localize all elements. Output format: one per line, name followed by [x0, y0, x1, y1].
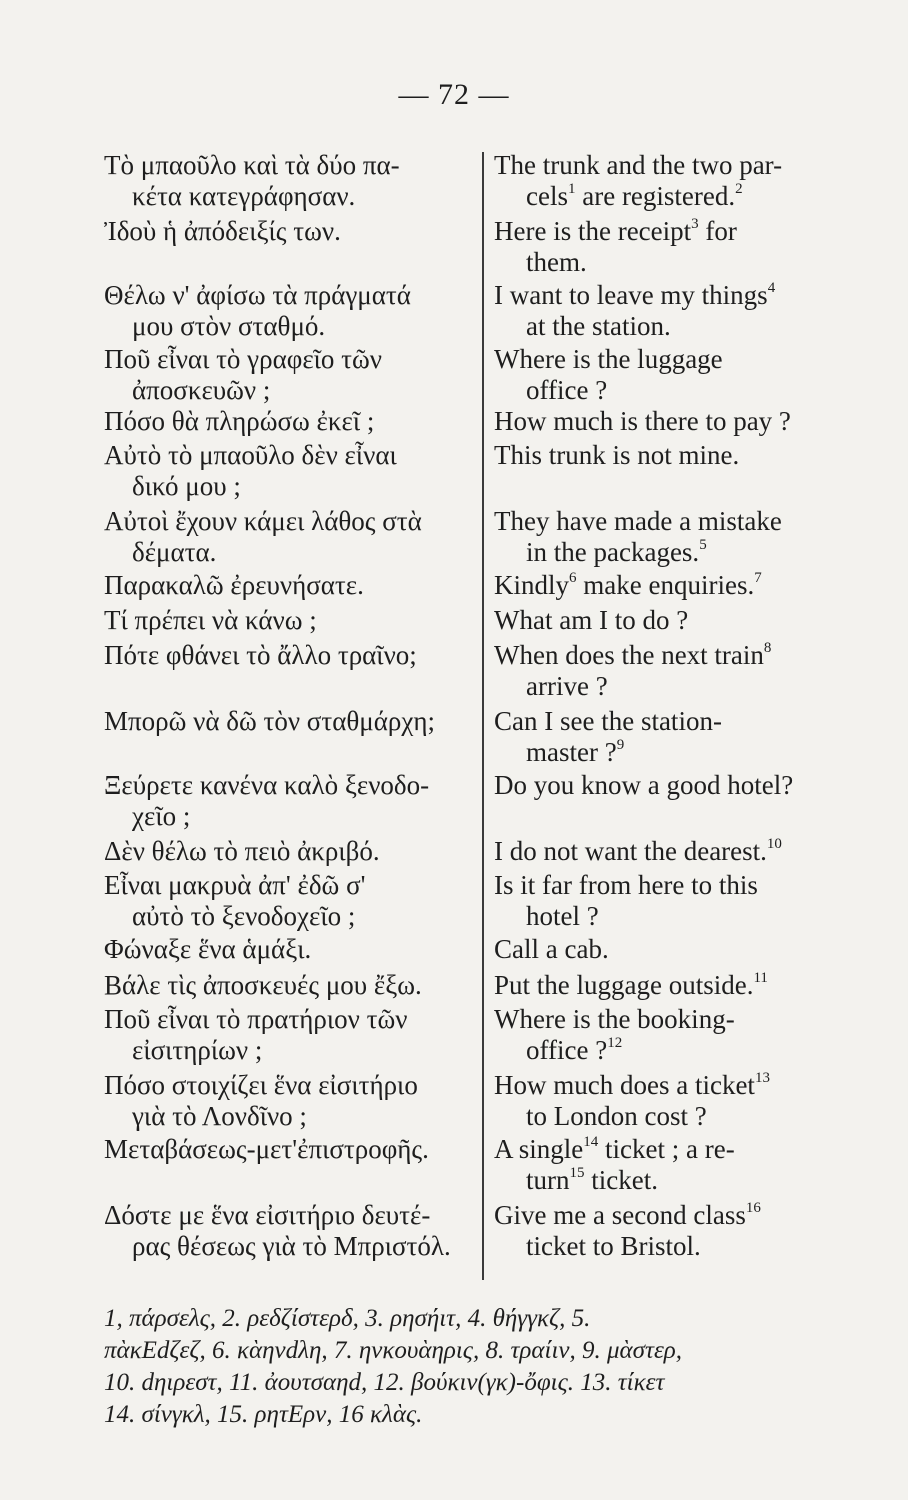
footnote-line: 10. dηιρεστ, 11. ἀουτσαηd, 12. βούκιν(γκ)-ὄφις. 13. τίκετ: [104, 1369, 665, 1396]
greek-line: δικό μου ;: [132, 471, 241, 501]
english-phrase: [494, 506, 814, 568]
english-text: arrive ?: [526, 671, 608, 701]
greek-phrase: [104, 970, 464, 1001]
english-phrase: [494, 1070, 814, 1132]
english-text: Where is the luggage: [494, 344, 723, 374]
english-line: [494, 344, 814, 375]
footnote-line: 1, πάρσελς, 2. ρεδζίστερδ, 3. ρησήιτ, 4. θήγγκζ, 5.: [104, 1305, 591, 1332]
english-phrase: [494, 836, 814, 867]
english-text: Is it far from here to this: [494, 870, 758, 900]
greek-line: Εἶναι μακρυὰ ἀπ' ἐδῶ σ': [104, 870, 366, 900]
english-line: [494, 1134, 814, 1165]
footnote-marker: 7: [754, 570, 762, 586]
english-phrase: [494, 934, 814, 965]
footnote-marker: 4: [767, 280, 776, 296]
english-text: hotel ?: [526, 901, 599, 931]
greek-line: Δὲν θέλω τὸ πειὸ ἀκριβό.: [104, 836, 380, 866]
greek-phrase: [104, 506, 464, 568]
greek-line: Ποῦ εἶναι τὸ γραφεῖο τῶν: [104, 344, 383, 374]
english-text: them.: [526, 247, 587, 277]
english-line: [494, 1200, 814, 1231]
english-phrase: [494, 770, 814, 801]
greek-phrase: [104, 934, 464, 965]
column-divider: [482, 152, 484, 1280]
greek-line: μου στὸν σταθμό.: [132, 311, 326, 341]
greek-line: Τί πρέπει νὰ κάνω ;: [104, 605, 317, 635]
greek-phrase: [104, 706, 464, 737]
english-line: [494, 311, 814, 342]
greek-phrase: [104, 150, 464, 212]
greek-line: Πόσο στοιχίζει ἕνα εἰσιτήριο: [104, 1070, 418, 1100]
english-phrase: [494, 344, 814, 406]
english-text: ticket to Bristol.: [526, 1231, 701, 1261]
english-text: How much does a ticket: [494, 1070, 755, 1100]
english-phrase: [494, 1200, 814, 1262]
greek-phrase: [104, 870, 464, 932]
footnote-marker: 14: [583, 1134, 599, 1150]
english-phrase: [494, 970, 814, 1001]
greek-phrase: [104, 1070, 464, 1132]
greek-phrase: [104, 836, 464, 867]
greek-line: Αὐτοὶ ἔχουν κάμει λάθος στὰ: [104, 506, 422, 536]
english-text: The trunk and the two par-: [494, 150, 783, 180]
english-text: ticket.: [584, 1165, 658, 1195]
english-line: [494, 970, 814, 1001]
english-text: What am I to do ?: [494, 605, 689, 635]
greek-phrase: [104, 1200, 464, 1262]
english-text: Do you know a good hotel?: [494, 770, 794, 800]
footnote-marker: 13: [754, 1070, 770, 1086]
english-text: They have made a mistake: [494, 506, 782, 536]
english-text: Here is the receipt: [494, 216, 692, 246]
footnote-marker: 9: [616, 737, 625, 753]
english-line: [494, 1035, 814, 1066]
english-text: to London cost ?: [526, 1101, 707, 1131]
english-text: When does the next train: [494, 640, 764, 670]
english-phrase: [494, 150, 814, 212]
english-text: Give me a second class: [494, 1200, 746, 1230]
greek-phrase: [104, 1134, 464, 1165]
english-line: [494, 870, 814, 901]
english-line: [494, 1004, 814, 1035]
english-line: [494, 375, 814, 406]
greek-phrase: [104, 640, 464, 671]
english-text: are registered.: [575, 181, 736, 211]
footnote-marker: 5: [699, 537, 707, 553]
footnote-marker: 11: [753, 970, 768, 986]
english-line: [494, 901, 814, 932]
english-phrase: [494, 605, 814, 636]
english-text: master ?: [526, 737, 617, 767]
english-phrase: [494, 406, 814, 437]
footnote-marker: 8: [763, 640, 772, 656]
greek-line: χεῖο ;: [132, 801, 191, 831]
footnote-marker: 3: [691, 216, 699, 232]
greek-phrase: [104, 605, 464, 636]
english-phrase: [494, 706, 814, 768]
english-line: [494, 1070, 814, 1101]
greek-phrase: [104, 570, 464, 601]
english-line: [494, 605, 814, 636]
english-line: [494, 706, 814, 737]
english-phrase: [494, 1004, 814, 1066]
english-line: [494, 1231, 814, 1262]
greek-line: Μεταβάσεως-μετ'ἐπιστροφῆς.: [104, 1134, 429, 1164]
english-line: [494, 440, 814, 471]
english-phrase: [494, 1134, 814, 1196]
footnote-marker: 16: [745, 1200, 761, 1216]
greek-phrase: [104, 770, 464, 832]
english-line: [494, 406, 814, 437]
greek-line: Τὸ μπαοῦλο καὶ τὰ δύο πα-: [104, 150, 400, 180]
english-text: in the packages.: [526, 537, 700, 567]
greek-phrase: [104, 216, 464, 247]
greek-phrase: [104, 280, 464, 342]
english-phrase: [494, 440, 814, 471]
footnote-marker: 10: [766, 836, 782, 852]
greek-line: εἰσιτηρίων ;: [132, 1035, 263, 1065]
greek-line: Ποῦ εἶναι τὸ πρατήριον τῶν: [104, 1004, 408, 1034]
english-phrase: [494, 280, 814, 342]
english-line: [494, 570, 814, 601]
english-text: office ?: [526, 1035, 608, 1065]
english-line: [494, 934, 814, 965]
greek-line: Δόστε με ἕνα εἰσιτήριο δευτέ-: [104, 1200, 431, 1230]
greek-line: αὐτὸ τὸ ξενοδοχεῖο ;: [132, 901, 356, 931]
english-text: This trunk is not mine.: [494, 440, 740, 470]
greek-line: γιὰ τὸ Λονδῖνο ;: [132, 1101, 307, 1131]
greek-line: ἀποσκευῶν ;: [132, 375, 271, 405]
english-line: [494, 506, 814, 537]
greek-line: Βάλε τὶς ἀποσκευές μου ἔξω.: [104, 970, 422, 1000]
footnote-marker: 12: [607, 1035, 623, 1051]
pronunciation-footnotes: [104, 1303, 814, 1431]
english-line: [494, 640, 814, 671]
english-line: [494, 770, 814, 801]
greek-phrase: [104, 406, 464, 437]
english-text: for: [698, 216, 737, 246]
english-text: Put the luggage outside.: [494, 970, 754, 1000]
english-text: turn: [526, 1165, 570, 1195]
greek-phrase: [104, 1004, 464, 1066]
english-text: cels: [526, 181, 568, 211]
footnote-line: 14. σίνγκλ, 15. ρητEρν, 16 κλὰς.: [104, 1401, 423, 1428]
greek-line: ρας θέσεως γιὰ τὸ Μπριστόλ.: [132, 1231, 451, 1261]
bilingual-columns: [104, 150, 814, 1290]
english-line: [494, 537, 814, 568]
english-text: Can I see the station-: [494, 706, 722, 736]
greek-line: Πόσο θὰ πληρώσω ἐκεῖ ;: [104, 406, 375, 436]
english-phrase: [494, 570, 814, 601]
greek-line: Πότε φθάνει τὸ ἄλλο τραῖνο;: [104, 640, 417, 670]
english-text: office ?: [526, 375, 608, 405]
greek-phrase: [104, 344, 464, 406]
footnote-line: πὰκEdζεζ, 6. κὰηνdλη, 7. ηνκουὰηρις, 8. τραίιν, 9. μὰστερ,: [104, 1337, 683, 1364]
english-text: I do not want the dearest.: [494, 836, 767, 866]
english-text: I want to leave my things: [494, 280, 768, 310]
english-line: [494, 1101, 814, 1132]
greek-line: Ξεύρετε κανένα καλὸ ξενοδο-: [104, 770, 430, 800]
page-number: — 72 —: [398, 78, 510, 111]
english-phrase: [494, 640, 814, 702]
greek-line: κέτα κατεγράφησαν.: [132, 181, 356, 211]
greek-line: Παρακαλῶ ἐρευνήσατε.: [104, 570, 364, 600]
greek-line: Αὐτὸ τὸ μπαοῦλο δὲν εἶναι: [104, 440, 397, 470]
english-line: [494, 181, 814, 212]
english-text: ticket ; a re-: [598, 1134, 735, 1164]
footnote-marker: 6: [569, 570, 577, 586]
english-line: [494, 671, 814, 702]
greek-line: Φώναξε ἕνα ἁμάξι.: [104, 934, 312, 964]
footnote-marker: 1: [567, 181, 576, 197]
english-text: Where is the booking-: [494, 1004, 735, 1034]
english-text: make enquiries.: [576, 570, 755, 600]
english-text: Kindly: [494, 570, 570, 600]
greek-line: δέματα.: [132, 537, 217, 567]
english-line: [494, 150, 814, 181]
english-text: A single: [494, 1134, 584, 1164]
greek-line: Θέλω ν' ἀφίσω τὰ πράγματά: [104, 280, 411, 310]
footnote-marker: 15: [569, 1165, 585, 1181]
english-line: [494, 247, 814, 278]
english-phrase: [494, 870, 814, 932]
english-phrase: [494, 216, 814, 278]
english-text: at the station.: [526, 311, 671, 341]
greek-line: Ἰδοὺ ἡ ἀπόδειξίς των.: [104, 216, 341, 246]
greek-line: Μπορῶ νὰ δῶ τὸν σταθμάρχη;: [104, 706, 435, 736]
english-line: [494, 216, 814, 247]
greek-phrase: [104, 440, 464, 502]
english-line: [494, 737, 814, 768]
english-line: [494, 836, 814, 867]
english-text: Call a cab.: [494, 934, 609, 964]
footnote-marker: 2: [735, 181, 743, 197]
english-line: [494, 280, 814, 311]
english-text: How much is there to pay ?: [494, 406, 791, 436]
english-line: [494, 1165, 814, 1196]
